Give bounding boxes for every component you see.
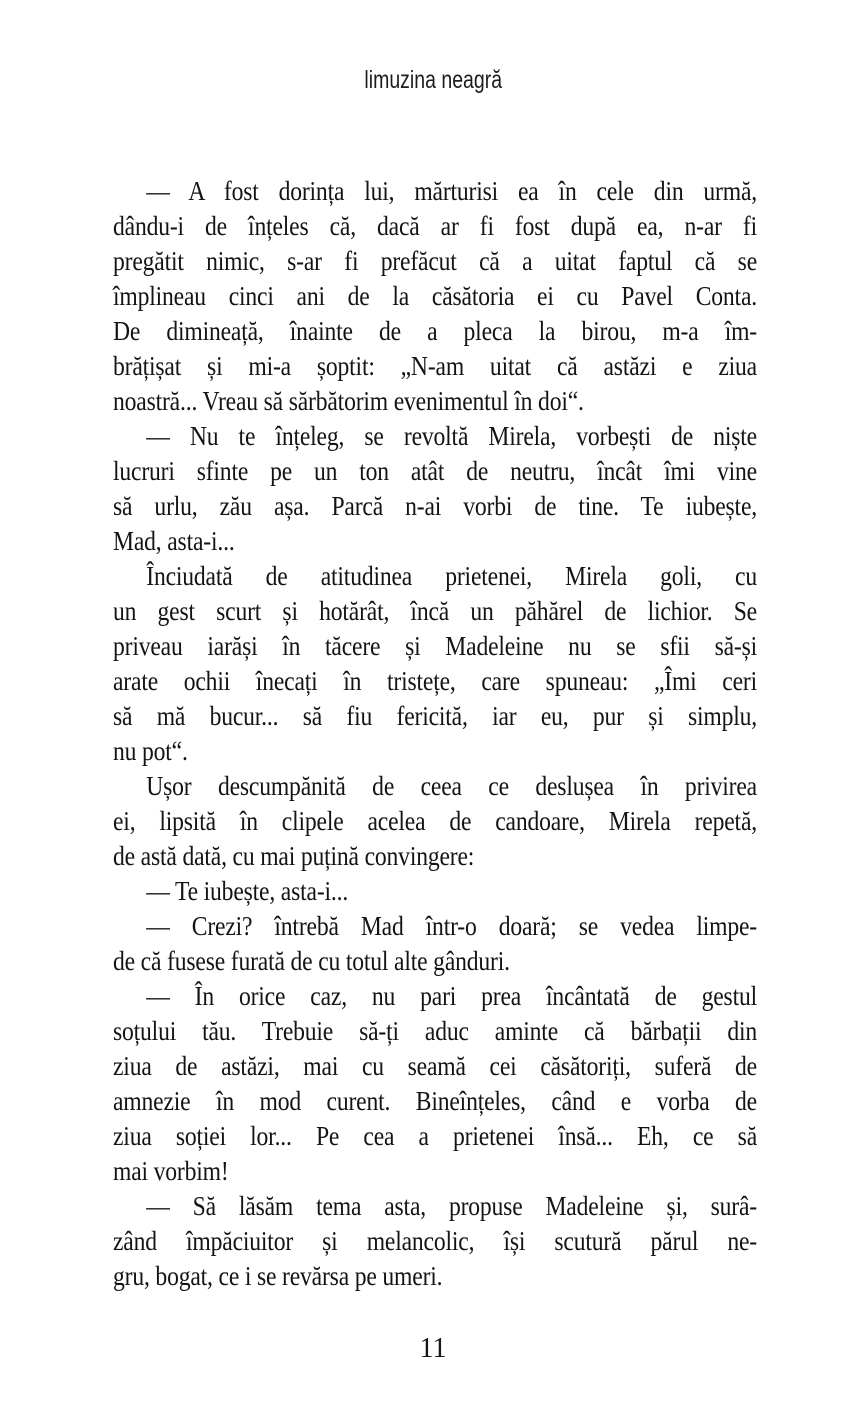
text-line: brățișat și mi-a șoptit: „N-am uitat că astăzi e ziua xyxy=(113,351,757,381)
text-block xyxy=(113,174,757,1294)
text-line: zând împăciuitor și melancolic, își scutură părul ne- xyxy=(113,1226,757,1256)
text-line: împlineau cinci ani de la căsătoria ei cu Pavel Conta. xyxy=(113,281,757,311)
text-line: ziua de astăzi, mai cu seamă cei căsătoriți, suferă de xyxy=(113,1051,757,1081)
text-line: noastră... Vreau să sărbătorim evenimentul în doi“. xyxy=(113,386,584,416)
text-line: Înciudată de atitudinea prietenei, Mirela goli, cu xyxy=(146,561,757,591)
running-title-text: limuzina neagră xyxy=(364,66,502,94)
text-line: ei, lipsită în clipele acelea de candoare, Mirela repetă, xyxy=(113,806,757,836)
text-line: — Crezi? întrebă Mad într-o doară; se vedea limpe- xyxy=(146,911,757,941)
text-line: — În orice caz, nu pari prea încântată de gestul xyxy=(146,981,757,1011)
text-line: un gest scurt și hotărât, încă un păhărel de lichior. Se xyxy=(113,596,757,626)
text-line: — Să lăsăm tema asta, propuse Madeleine și, surâ- xyxy=(146,1191,757,1221)
running-title xyxy=(0,66,866,95)
text-line: — Nu te înțeleg, se revoltă Mirela, vorbești de niște xyxy=(146,421,757,451)
text-line: pregătit nimic, s-ar fi prefăcut că a uitat faptul că se xyxy=(113,246,757,276)
text-line: priveau iarăși în tăcere și Madeleine nu se sfii să-și xyxy=(113,631,757,661)
text-line: de că fusese furată de cu totul alte gânduri. xyxy=(113,946,510,976)
page-number: 11 xyxy=(419,1333,447,1364)
text-line: De dimineață, înainte de a pleca la birou, m-a îm- xyxy=(113,316,757,346)
text-line: să urlu, zău așa. Parcă n-ai vorbi de tine. Te iubește, xyxy=(113,491,757,521)
text-line: arate ochii înecați în tristețe, care spuneau: „Îmi ceri xyxy=(113,666,757,696)
text-line: dându-i de înțeles că, dacă ar fi fost după ea, n-ar fi xyxy=(113,211,757,241)
text-line: Ușor descumpănită de ceea ce deslușea în privirea xyxy=(146,771,757,801)
text-line: — Te iubește, asta-i... xyxy=(146,876,349,906)
text-line: mai vorbim! xyxy=(113,1156,229,1186)
text-line: să mă bucur... să fiu fericită, iar eu, pur și simplu, xyxy=(113,701,757,731)
text-line: lucruri sfinte pe un ton atât de neutru, încât îmi vine xyxy=(113,456,757,486)
text-line: gru, bogat, ce i se revărsa pe umeri. xyxy=(113,1261,443,1291)
text-line: Mad, asta-i... xyxy=(113,526,235,556)
text-line: nu pot“. xyxy=(113,736,188,766)
text-line: amnezie în mod curent. Bineînțeles, când e vorba de xyxy=(113,1086,757,1116)
text-line: soțului tău. Trebuie să-ți aduc aminte că bărbații din xyxy=(113,1016,757,1046)
text-line: ziua soției lor... Pe cea a prietenei însă... Eh, ce să xyxy=(113,1121,757,1151)
text-line: — A fost dorința lui, mărturisi ea în cele din urmă, xyxy=(146,176,757,206)
text-line: de astă dată, cu mai puțină convingere: xyxy=(113,841,475,871)
